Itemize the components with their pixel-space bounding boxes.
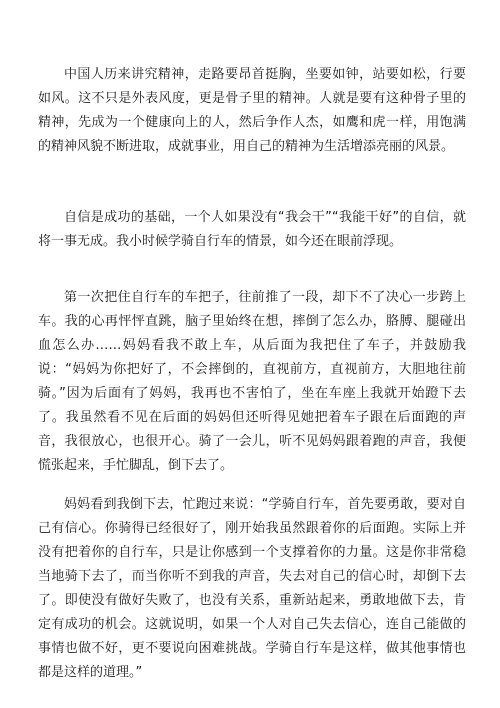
paragraph-mother-words: 妈妈看到我倒下去，忙跑过来说：“学骑自行车，首先要勇敢，要对自己有信心。你骑得已经很好了，刚开始我虽然跟着你的后面跑。实际上并没有把着你的自行车，只是让你感到一个支撑着你的力量。这是你非常稳当地骑下去了，而当你听不到我的声音，失去对自己的信心时，却倒下去了。即使没有做好失败了，也没有关系，重新站起来，勇敢地做下去，肯定有成功的机会。这就说明，如果一个人对自己失去信心，连自己能做的事情也做不好，更不要说向困难挑战。学骑自行车是这样，做其他事情也都是这样的道理。” <box>38 497 466 680</box>
paragraph-first-ride: 第一次把住自行车的车把子，往前推了一段，却下不了决心一步跨上车。我的心再怦怦直跳，脑子里始终在想，摔倒了怎么办，胳膊、腿碰出血怎么办……妈妈看我不敢上车，从后面为我把住了车子，并鼓励我说：“妈妈为你把好了，不会摔倒的，直视前方，直视前方，大胆地往前骑。”因为后面有了妈妈，我再也不害怕了，坐在车座上我就开始蹬下去了。我虽然看不见在后面的妈妈但还听得见她把着车子跟在后面跑的声音，我很放心，也很开心。骑了一会儿，听不见妈妈跟着跑的声音，我便慌张起来，手忙脚乱，倒下去了。 <box>38 290 466 473</box>
paragraph-confidence: 自信是成功的基础，一个人如果没有“我会干”“我能干好”的自信，就将一事无成。我小时候学骑自行车的情景，如今还在眼前浮现。 <box>38 210 466 249</box>
paragraph-spirit: 中国人历来讲究精神，走路要昂首挺胸，坐要如钟，站要如松，行要如风。这不只是外表风度，更是骨子里的精神。人就是要有这种骨子里的精神，先成为一个健康向上的人，然后争作人杰，如鹰和虎一样，用饱满的精神风貌不断进取，成就事业，用自己的精神为生活增添亮丽的风景。 <box>38 67 466 154</box>
